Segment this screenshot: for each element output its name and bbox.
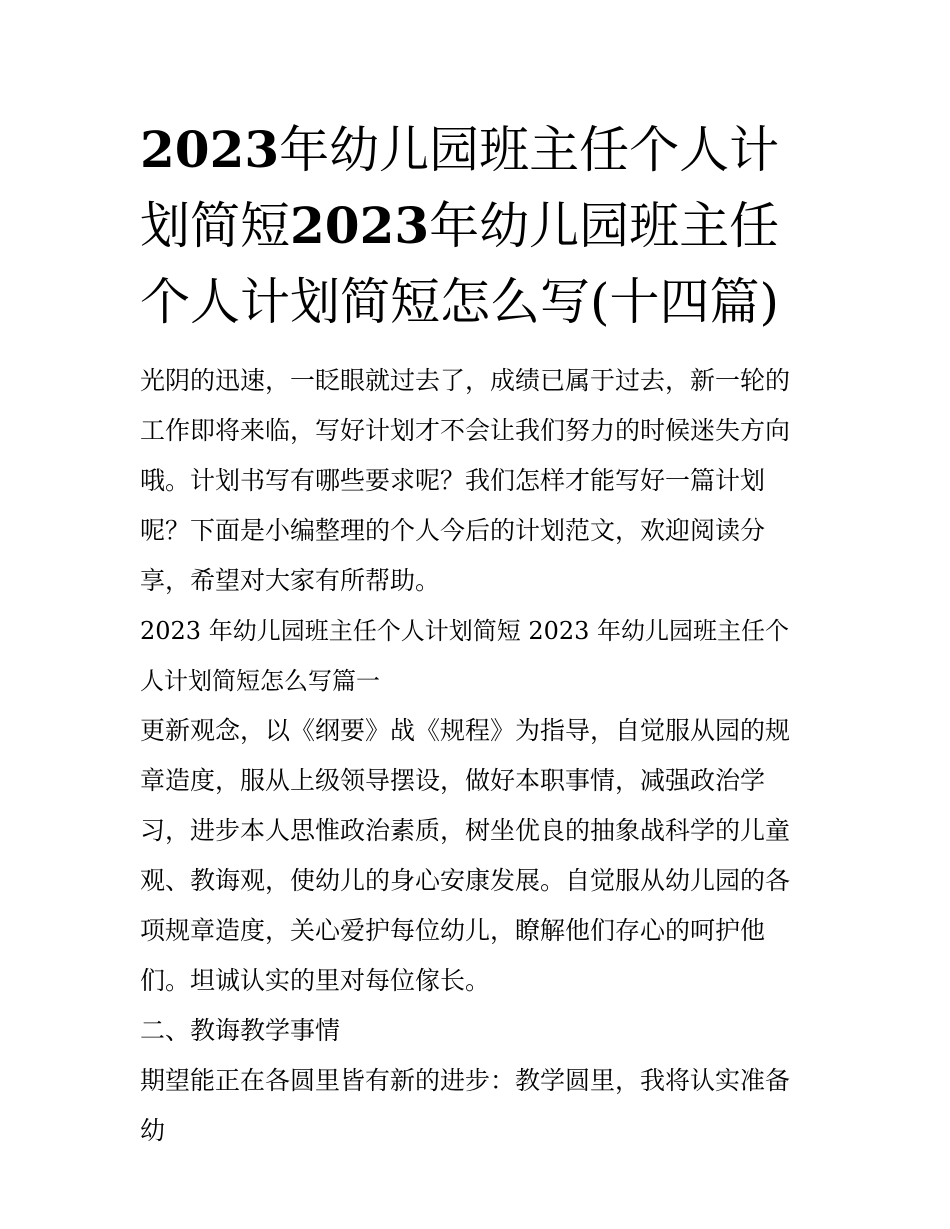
section-heading-1: 2023 年幼儿园班主任个人计划简短 2023 年幼儿园班主任个人计划简短怎么写篇一 [140,617,790,695]
document-page [140,112,812,1156]
document-body [140,356,812,1156]
document-title [140,112,812,340]
body-paragraph-2: 期望能正在各圆里皆有新的进步：教学圆里，我将认实准备幼 [140,1066,791,1145]
section-heading-2: 二、教诲教学事情 [140,1016,341,1045]
title-year-2: 2023 [290,196,430,255]
body-paragraph-1: 更新观念，以《纲要》战《规程》为指导，自觉服从园的规章造度，服从上级领导摆设，做好本职事情，减强政治学习，进步本人思惟政治素质，树坐优良的抽象战科学的儿童观、教诲观，使幼儿的身心安康发展。自觉服从幼儿园的各项规章造度，关心爱护每位幼儿，瞭解他们存心的呵护他们。坦诚认实的里对每位傢长。 [140,716,791,995]
title-year-1: 2023 [140,120,280,179]
title-text-2: 年幼儿园班主任个人计划简短怎么写(十四篇) [140,197,780,331]
intro-paragraph: 光阴的迅速，一眨眼就过去了，成绩已属于过去，新一轮的工作即将来临，写好计划才不会让我们努力的时候迷失方向哦。计划书写有哪些要求呢？我们怎样才能写好一篇计划呢？下面是小编整理的个人今后的计划范文，欢迎阅读分享，希望对大家有所帮助。 [140,366,791,595]
title-text-1: 年幼儿园班主任个人计划简短 [140,121,780,255]
